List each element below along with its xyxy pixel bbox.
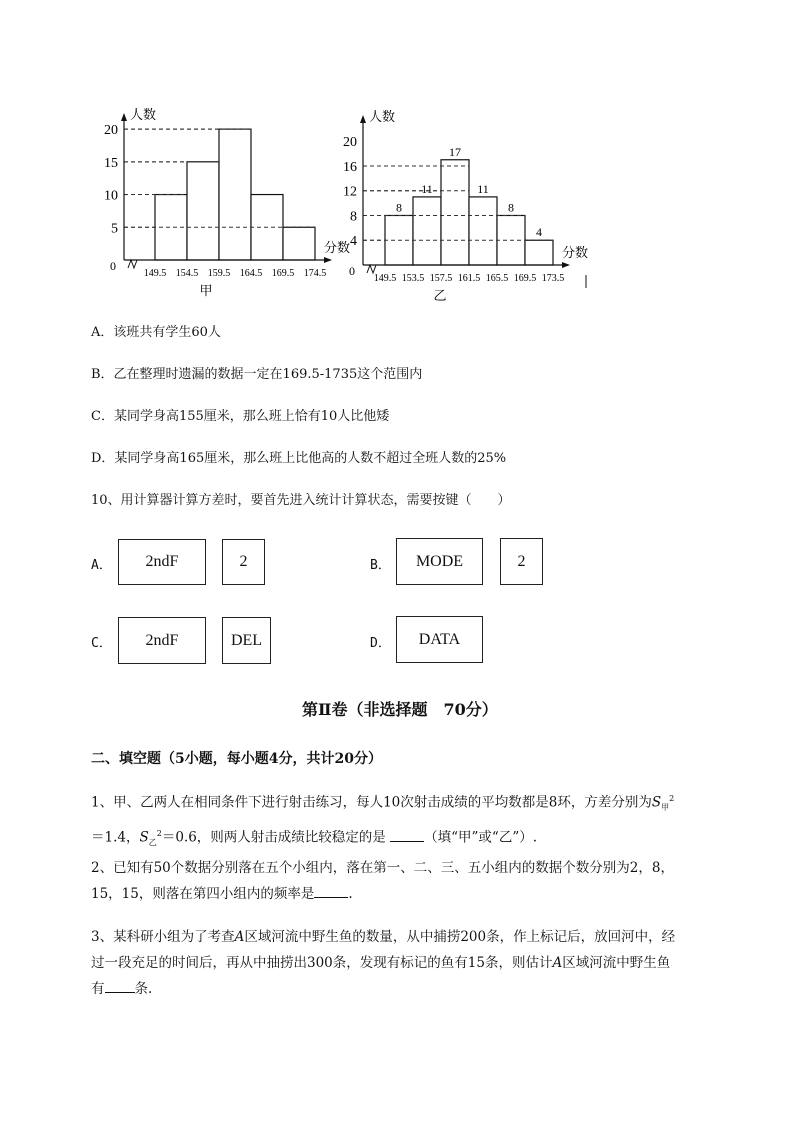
- data-label: 4: [536, 225, 542, 240]
- bar: [525, 240, 553, 265]
- axis-break: [128, 260, 137, 268]
- q9-option-b: B．乙在整理时遗漏的数据一定在169.5-1735这个范围内: [91, 367, 423, 382]
- part2-title: 第Ⅱ卷（非选择题 70分）: [302, 700, 498, 719]
- data-label: 8: [508, 200, 514, 215]
- bar: [283, 227, 315, 260]
- y-tick-label: 12: [343, 184, 357, 200]
- chart-title: 乙: [433, 288, 447, 303]
- q9-option-d: D．某同学身高165厘米，那么班上比他高的人数不超过全班人数的25%: [91, 451, 507, 466]
- data-label: 8: [396, 200, 402, 215]
- x-tick-label: 154.5: [175, 268, 199, 279]
- chart-title: 甲: [199, 283, 213, 298]
- q10-option-a-label: A．: [91, 558, 112, 573]
- axis-break: [367, 265, 376, 273]
- key-del: DEL: [222, 617, 271, 664]
- y-tick-label: 10: [104, 188, 118, 204]
- x-tick-label: 169.5: [513, 273, 537, 284]
- y-tick-label: 4: [350, 234, 357, 250]
- x-tick-label: 173.5: [541, 273, 565, 284]
- data-label: 11: [477, 181, 489, 196]
- fill-q2: 2、已知有50个数据分别落在五个小组内，落在第一、二、三、五小组内的数据个数分别为2，8， 15，15，则落在第四小组内的频率是 .: [91, 860, 674, 902]
- answer-blank: [390, 841, 424, 842]
- y-axis-arrow: [360, 115, 366, 123]
- y-axis-arrow: [121, 113, 127, 121]
- y-tick-label: 16: [343, 159, 357, 175]
- y-tick-label: 8: [350, 209, 357, 225]
- histograms: [0, 95, 794, 310]
- bar: [413, 197, 441, 265]
- x-axis-title: 分数: [324, 240, 351, 255]
- answer-blank: [105, 992, 135, 993]
- histogram-yi: [343, 109, 588, 303]
- y-axis-title: 人数: [369, 109, 396, 124]
- bar: [441, 160, 469, 265]
- q10-option-d-label: D．: [370, 636, 391, 651]
- x-tick-label: 161.5: [457, 273, 481, 284]
- x-axis-arrow: [562, 262, 570, 268]
- x-tick-label: 149.5: [373, 273, 397, 284]
- key-mode: MODE: [396, 538, 483, 585]
- key-2ndf: 2ndF: [118, 539, 206, 585]
- q10-stem: 10、用计算器计算方差时，要首先进入统计计算状态，需要按键（ ）: [91, 493, 511, 508]
- key-2: 2: [500, 538, 543, 585]
- y-tick-label: 15: [104, 155, 118, 171]
- y-axis-title: 人数: [130, 107, 157, 122]
- answer-blank: [314, 897, 348, 898]
- x-tick-label: 169.5: [271, 268, 295, 279]
- fill-in-section-title: 二、填空题（5小题，每小题4分，共计20分）: [91, 751, 382, 767]
- x-axis-arrow: [324, 257, 332, 263]
- histogram-jia: [104, 107, 350, 298]
- bar: [187, 162, 219, 260]
- x-tick-label: 153.5: [401, 273, 425, 284]
- q10-option-b-label: B．: [370, 558, 391, 573]
- bar: [469, 197, 497, 265]
- y-tick-label: 20: [104, 123, 118, 139]
- x-tick-label: 149.5: [143, 268, 167, 279]
- key-2ndf: 2ndF: [118, 617, 206, 664]
- x-axis-title: 分数: [562, 245, 589, 260]
- q9-option-a: A．该班共有学生60人: [91, 325, 221, 340]
- bar: [219, 129, 251, 260]
- x-tick-label: 164.5: [239, 268, 263, 279]
- key-data: DATA: [396, 616, 483, 663]
- data-label: 11: [421, 181, 433, 196]
- origin-label: 0: [349, 264, 355, 278]
- q9-option-c: C．某同学身高155厘米，那么班上恰有10人比他矮: [91, 409, 390, 424]
- y-tick-label: 20: [343, 135, 357, 151]
- origin-label: 0: [110, 259, 116, 273]
- fill-q1: 1、甲、乙两人在相同条件下进行射击练习，每人10次射击成绩的平均数都是8环，方差分别为$S_甲^2$ ＝1.4，$S_乙^2=0.6$，则两人射击成绩比较稳定的是 （填“甲”或“乙”）.: [91, 794, 675, 848]
- x-tick-label: 165.5: [485, 273, 509, 284]
- fill-q3: 3、某科研小组为了考查A区域河流中野生鱼的数量，从中捕捞200条，作上标记后，放回河中，经 过一段充足的时间后，再从中抽捞出300条，发现有标记的鱼有15条，则估计A区域河流中野生鱼 有 条.: [91, 929, 676, 997]
- key-2: 2: [222, 539, 265, 585]
- data-label: 17: [449, 144, 461, 159]
- x-tick-label: 157.5: [429, 273, 453, 284]
- y-tick-label: 5: [111, 221, 118, 237]
- q10-option-c-label: C．: [91, 636, 112, 651]
- x-tick-label: 174.5: [303, 268, 327, 279]
- x-tick-label: 159.5: [207, 268, 231, 279]
